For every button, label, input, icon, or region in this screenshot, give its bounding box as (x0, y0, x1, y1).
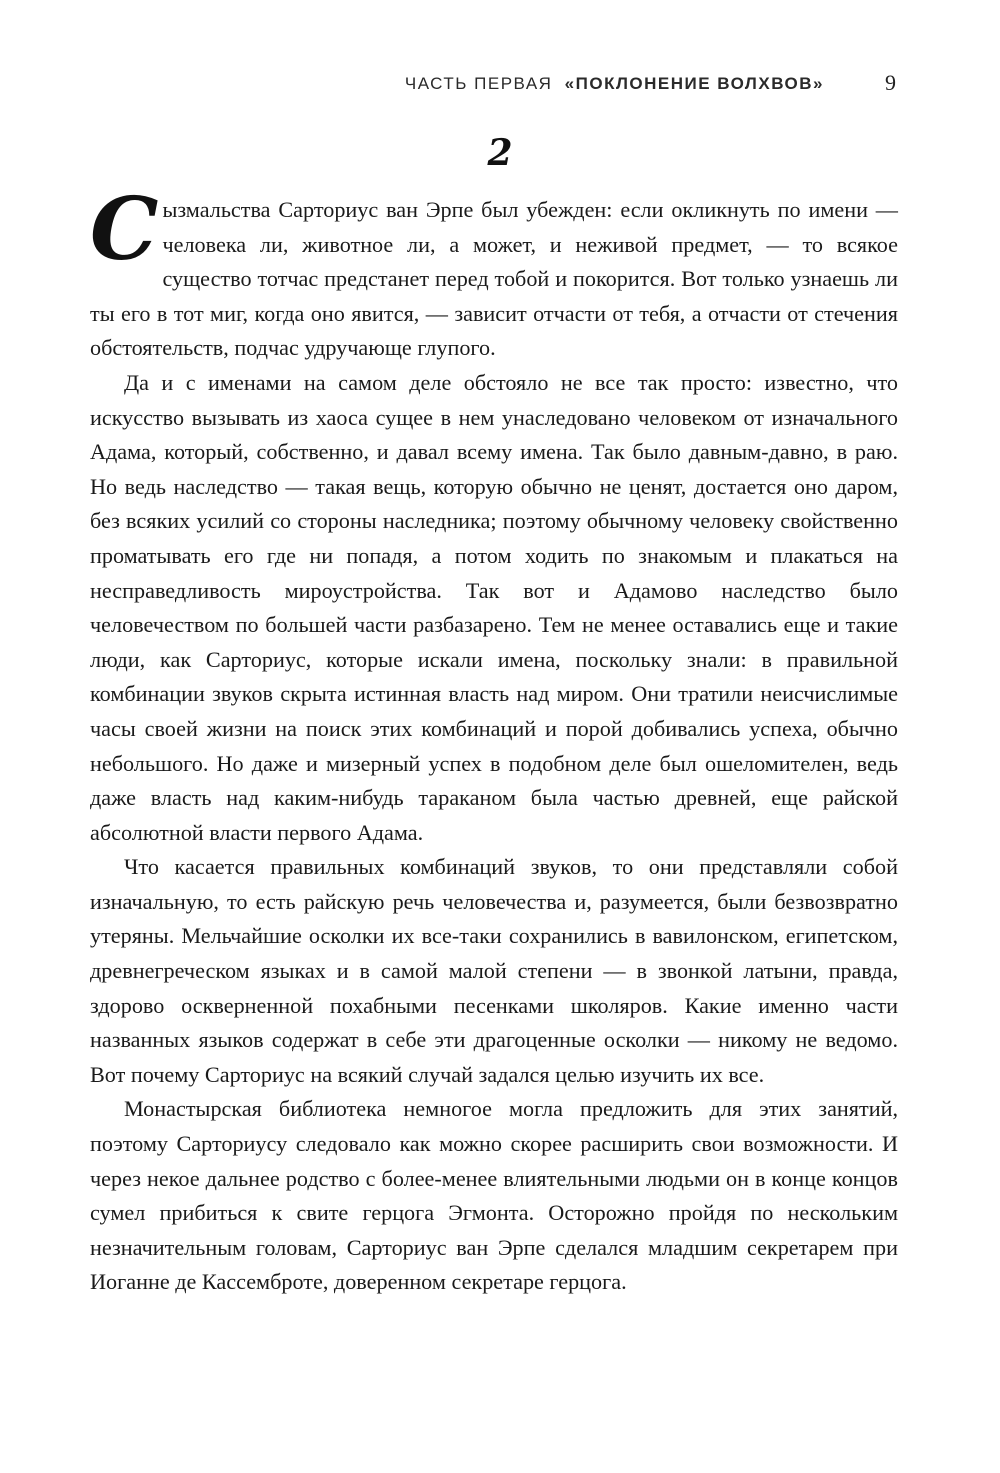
paragraph-4: Монастырская библиотека немногое могла предложить для этих занятий, поэтому Сарториусу следовало как можно скорее расширить свои возможности. И через некое дальнее родство с более-менее влиятельными людьми он в конце концов сумел прибиться к свите герцога Эгмонта. Осторожно пройдя по нескольким незначительным головам, Сарториус ван Эрпе сделался младшим секретарем при Иоганне де Кассемброте, доверенном секретаре герцога. (90, 1096, 898, 1295)
chapter-number: 2 (487, 132, 513, 174)
paragraph-1 (90, 179, 898, 366)
paragraph-2: Да и с именами на самом деле обстояло не все так просто: известно, что искусство вызывать из хаоса сущее в нем унаследовано человеком от изначального Адама, который, собственно, и давал всему имена. Так было давным-давно, в раю. Но ведь наследство — такая вещь, которую обычно не ценят, достается оно даром, без всяких усилий со стороны наследника; поэтому обычному человеку свойственно проматывать его где ни попадя, а потом ходить по знакомым и плакаться на несправедливость мироустройства. Так вот и Адамово наследство было человечеством по большей части разбазарено. Тем не менее оставались еще и такие люди, как Сарториус, которые искали имена, поскольку знали: в правильной комбинации звуков скрыта истинная власть над миром. Они тратили неисчислимые часы своей жизни на поиск этих комбинаций и порой добивались успеха, обычно небольшого. Но даже и мизерный успех в подобном деле был ошеломителен, ведь даже власть над каким-нибудь тараканом была частью древней, еще райской абсолютной власти первого Адама. (90, 369, 898, 845)
body-text (90, 179, 898, 1300)
paragraph-3: Что касается правильных комбинаций звуков, то они представляли собой изначальную, то есть райскую речь человечества и, разумеется, были безвозвратно утеряны. Мельчайшие осколки их все-таки сохранились в вавилонском, египетском, древнегреческом языках и в самой малой степени — в звонкой латыни, правда, здорово оскверненной похабными песенками школяров. Какие именно части названных языков содержат в себе эти драгоценные осколки — никому не ведомо. Вот почему Сарториус на всякий случай задался целью изучить их все. (90, 854, 898, 1087)
part-title: «ПОКЛОНЕНИЕ ВОЛХВОВ» (564, 74, 824, 93)
paragraph-text: ызмальства Сарториус ван Эрпе был убежден: если окликнуть по имени — человека ли, животное ли, а может, и неживой предмет, — то всякое существо тотчас предстанет перед тобой и покорится. Вот только узнаешь ли ты его в тот миг, когда оно явится, — зависит отчасти от тебя, а отчасти от стечения обстоятельств, подчас удручающе глупого. (90, 197, 898, 361)
page-number: 9 (885, 70, 896, 95)
running-head (405, 74, 824, 94)
part-label: ЧАСТЬ ПЕРВАЯ (404, 74, 553, 93)
drop-cap: С (90, 179, 159, 280)
